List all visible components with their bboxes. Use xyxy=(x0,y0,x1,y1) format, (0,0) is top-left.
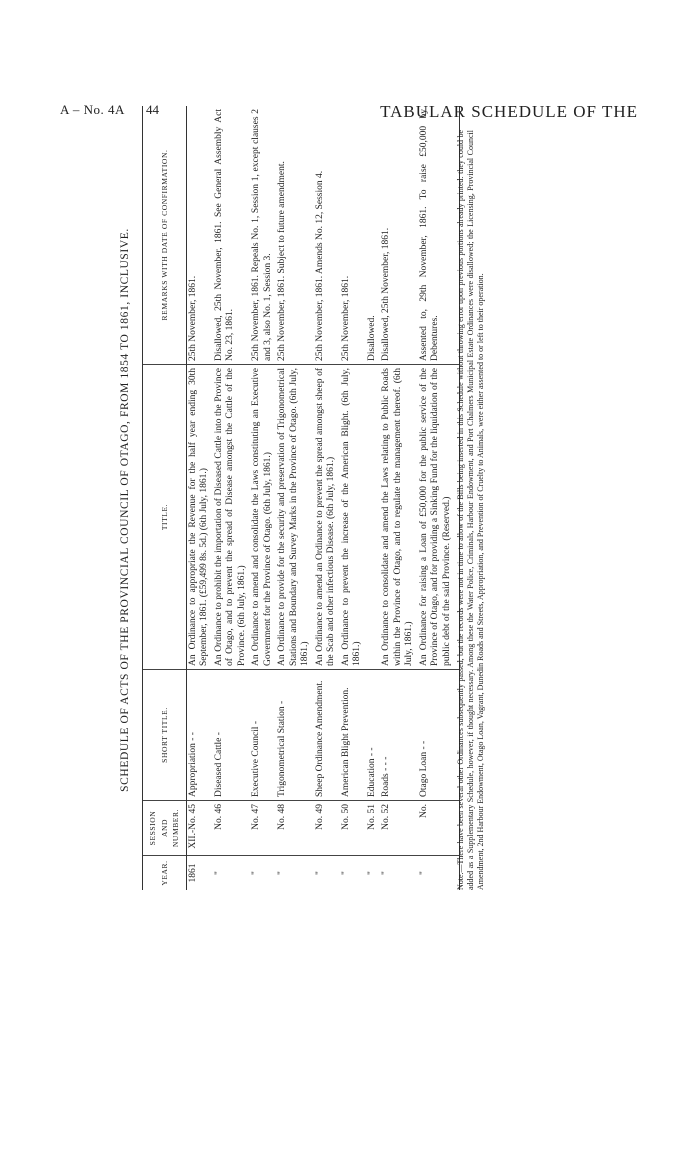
col-year-header: YEAR. xyxy=(143,856,187,891)
cell-remarks: Disallowed, 25th November, 1861. See General Assembly Act No. 23, 1861. xyxy=(213,106,251,365)
cell-remarks: 25th November, 1861. Repeals No. 1, Session 1, except clauses 2 and 3, also No. 1, Session 3. xyxy=(250,106,276,365)
col-title-header: TITLE. xyxy=(143,365,187,670)
cell-title: An Ordinance to prevent the increase of the American Blight. (6th July, 1861.) xyxy=(340,365,366,670)
cell-number: No. 49 xyxy=(314,801,340,856)
cell-year: " xyxy=(251,871,261,875)
table-row xyxy=(314,106,340,890)
cell-number: No. xyxy=(418,801,460,856)
cell-remarks: 25th November, 1861. Subject to future amendment. xyxy=(276,106,314,365)
cell-short-title: Education - - xyxy=(366,670,381,801)
cell-title: An Ordinance to appropriate the Revenue for the half year ending 30th September, 1861. (£59,499 8s. 5d.) (6th July, 1861.) xyxy=(186,365,213,670)
cell-remarks: Disallowed, 25th November, 1861. xyxy=(380,106,418,365)
table-row xyxy=(276,106,314,890)
cell-short-title: Executive Council - xyxy=(250,670,276,801)
cell-remarks: Assented to, 29th November, 1861. To raise £50,000 by Debentures. xyxy=(418,106,460,365)
schedule-title: SCHEDULE OF ACTS OF THE PROVINCIAL COUNCIL OF OTAGO, FROM 1854 TO 1861, INCLUSIVE. xyxy=(119,228,131,792)
table-row xyxy=(366,106,381,890)
cell-number: No. 50 xyxy=(340,801,366,856)
col-number-header: SESSION AND NUMBER. xyxy=(143,801,187,856)
cell-number: No. 52 xyxy=(380,801,418,856)
cell-title xyxy=(366,365,381,670)
cell-remarks: 25th November, 1861. xyxy=(340,106,366,365)
table-row xyxy=(250,106,276,890)
cell-title: An Ordinance to amend an Ordinance to prevent the spread amongst sheep of the Scab and other infectious Disease. (6th July, 1861.) xyxy=(314,365,340,670)
cell-number: No. 51 xyxy=(366,801,381,856)
cell-number: No. 48 xyxy=(276,801,314,856)
col-remarks-header: REMARKS WITH DATE OF CONFIRMATION. xyxy=(143,106,187,365)
cell-number: XII.-No. 45 xyxy=(186,801,213,856)
cell-number: No. 47 xyxy=(250,801,276,856)
cell-title: An Ordinance for raising a Loan of £50,000 for the public service of the Province of Otago, and for providing a Sinking Fund for the liquidation of the public debt of the said Province. (Reserved.) xyxy=(418,365,460,670)
cell-title: An Ordinance to prohibit the importation of Diseased Cattle into the Province of Otago, and to prevent the spread of Disease amongst the Cattle of the Province. (6th July, 1861.) xyxy=(213,365,251,670)
table-row xyxy=(380,106,418,890)
cell-year: " xyxy=(314,871,325,875)
document-reference: A – No. 4A xyxy=(60,102,125,117)
cell-year: " xyxy=(418,856,460,891)
col-short-title-header: SHORT TITLE. xyxy=(143,670,187,801)
cell-short-title: Roads - - - xyxy=(380,670,418,801)
running-title: TABULAR SCHEDULE OF THE xyxy=(380,102,638,121)
table-header-row xyxy=(143,106,187,890)
cell-short-title: Sheep Ordinance Amendment. xyxy=(314,670,340,801)
cell-title: An Ordinance to consolidate and amend the Laws relating to Public Roads within the Province of Otago, and to regulate the management thereof. (6th July, 1861.) xyxy=(380,365,418,670)
cell-year: " xyxy=(340,871,351,875)
cell-title: An Ordinance to amend and consolidate the Laws constituting an Executive Government for the Province of Otago. (6th July, 1861.) xyxy=(250,365,276,670)
cell-remarks: 25th November, 1861. xyxy=(186,106,213,365)
cell-short-title: American Blight Prevention. xyxy=(340,670,366,801)
cell-number: No. 46 xyxy=(213,801,251,856)
cell-title: An Ordinance to provide for the security and preservation of Trigonometrical Stations and Boundary and Survey Marks in the Province of Otago. (6th July, 1861.) xyxy=(276,365,314,670)
schedule-table xyxy=(142,106,460,890)
cell-remarks: Disallowed. xyxy=(366,106,381,365)
cell-year: " xyxy=(381,871,391,875)
cell-remarks: 25th November, 1861. Amends No. 12, Session 4. xyxy=(314,106,340,365)
cell-year: " xyxy=(277,871,287,875)
page-number: 44 xyxy=(146,102,159,117)
cell-short-title: Otago Loan - - xyxy=(418,670,460,801)
table-row xyxy=(186,106,213,890)
cell-year: " xyxy=(213,871,224,875)
table-row xyxy=(213,106,251,890)
schedule-footnote: Note.—There have been several other Ordinances subsequently passed, but the records were not in time to allow of the Bills being inserted in this Schedule without throwing error upon previous portions already printed: they could be added as a Supplementary Schedule, however, if thought necessary. Among these the Water Police, Criminals, Harbour Endowment, and Port Chalmers Municipal Estate Ordinances were disallowed; the Licensing, Provincial Council Amendment, 2nd Harbour Endowment, Otago Loan, Vagrant, Dunedin Roads and Streets, Appropriation, and Prevention of Cruelty to Animals, were either assented to or left to their operation. xyxy=(456,130,485,890)
table-row xyxy=(340,106,366,890)
cell-short-title: Appropriation - - xyxy=(186,670,213,801)
cell-short-title: Trigonometrical Station - xyxy=(276,670,314,801)
cell-short-title: Diseased Cattle - xyxy=(213,670,251,801)
cell-year: " xyxy=(366,871,377,875)
table-row xyxy=(418,106,460,890)
cell-year: 1861 xyxy=(187,863,198,883)
